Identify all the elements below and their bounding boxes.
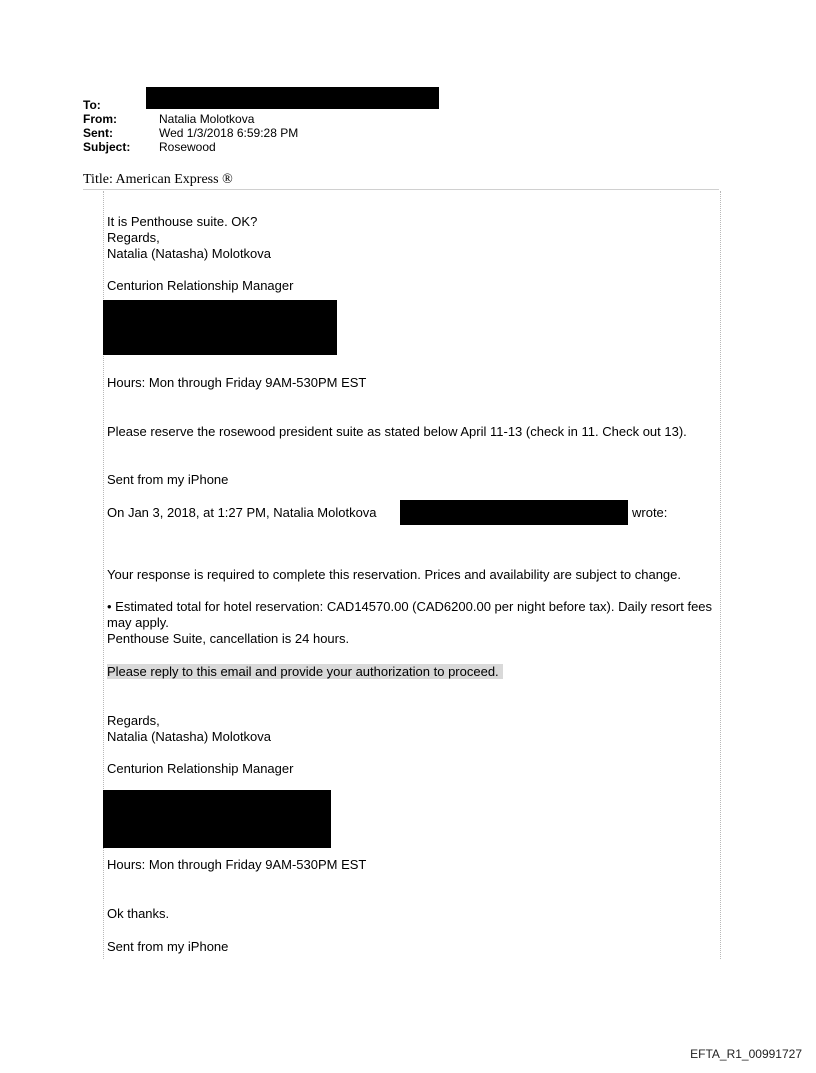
sent-from-iphone-1: Sent from my iPhone [107,472,229,487]
sent-value: Wed 1/3/2018 6:59:28 PM [159,126,299,140]
body-line-13: Regards, [107,713,160,728]
cancellation-policy: Penthouse Suite, cancellation is 24 hours. [107,631,350,646]
authorization-highlight: Please reply to this email and provide your authorization to proceed. [107,664,503,679]
redaction-to [146,87,439,109]
body-line-2: Regards, [107,230,160,245]
subject-label: Subject: [83,140,131,154]
reservation-request: Please reserve the rosewood president suite as stated below April 11-13 (check in 11. Check out 13). [107,424,687,439]
hours-line-2: Hours: Mon through Friday 9AM-530PM EST [107,857,367,872]
body-line-14: Natalia (Natasha) Molotkova [107,729,272,744]
body-line-1: It is Penthouse suite. OK? [107,214,258,229]
body-line-3: Natalia (Natasha) Molotkova [107,246,272,261]
from-value: Natalia Molotkova [159,112,255,126]
from-row [83,112,298,126]
document-id: EFTA_R1_00991727 [690,1047,802,1061]
quoted-header: On Jan 3, 2018, at 1:27 PM, Natalia Molotkova [107,505,377,520]
authorization-request [107,664,503,680]
to-label: To: [83,98,101,112]
sent-label: Sent: [83,126,113,140]
redaction-email [400,500,628,525]
redaction-contact-2 [103,790,331,848]
subject-row [83,140,298,154]
hours-line-1: Hours: Mon through Friday 9AM-530PM EST [107,375,367,390]
redaction-contact-1 [103,300,337,355]
estimated-total: • Estimated total for hotel reservation: CAD14570.00 (CAD6200.00 per night before tax). Daily resort fees may apply. [107,599,713,630]
response-required: Your response is required to complete this reservation. Prices and availability are subject to change. [107,567,681,582]
signature-title-1: Centurion Relationship Manager [107,278,294,293]
quoted-header-end: wrote: [632,505,668,520]
sent-row [83,126,298,140]
signature-title-2: Centurion Relationship Manager [107,761,294,776]
subject-value: Rosewood [159,140,216,154]
ok-thanks: Ok thanks. [107,906,170,921]
title-divider [83,189,719,190]
from-label: From: [83,112,117,126]
sent-from-iphone-2: Sent from my iPhone [107,939,229,954]
title-line: Title: American Express ® [83,172,233,187]
